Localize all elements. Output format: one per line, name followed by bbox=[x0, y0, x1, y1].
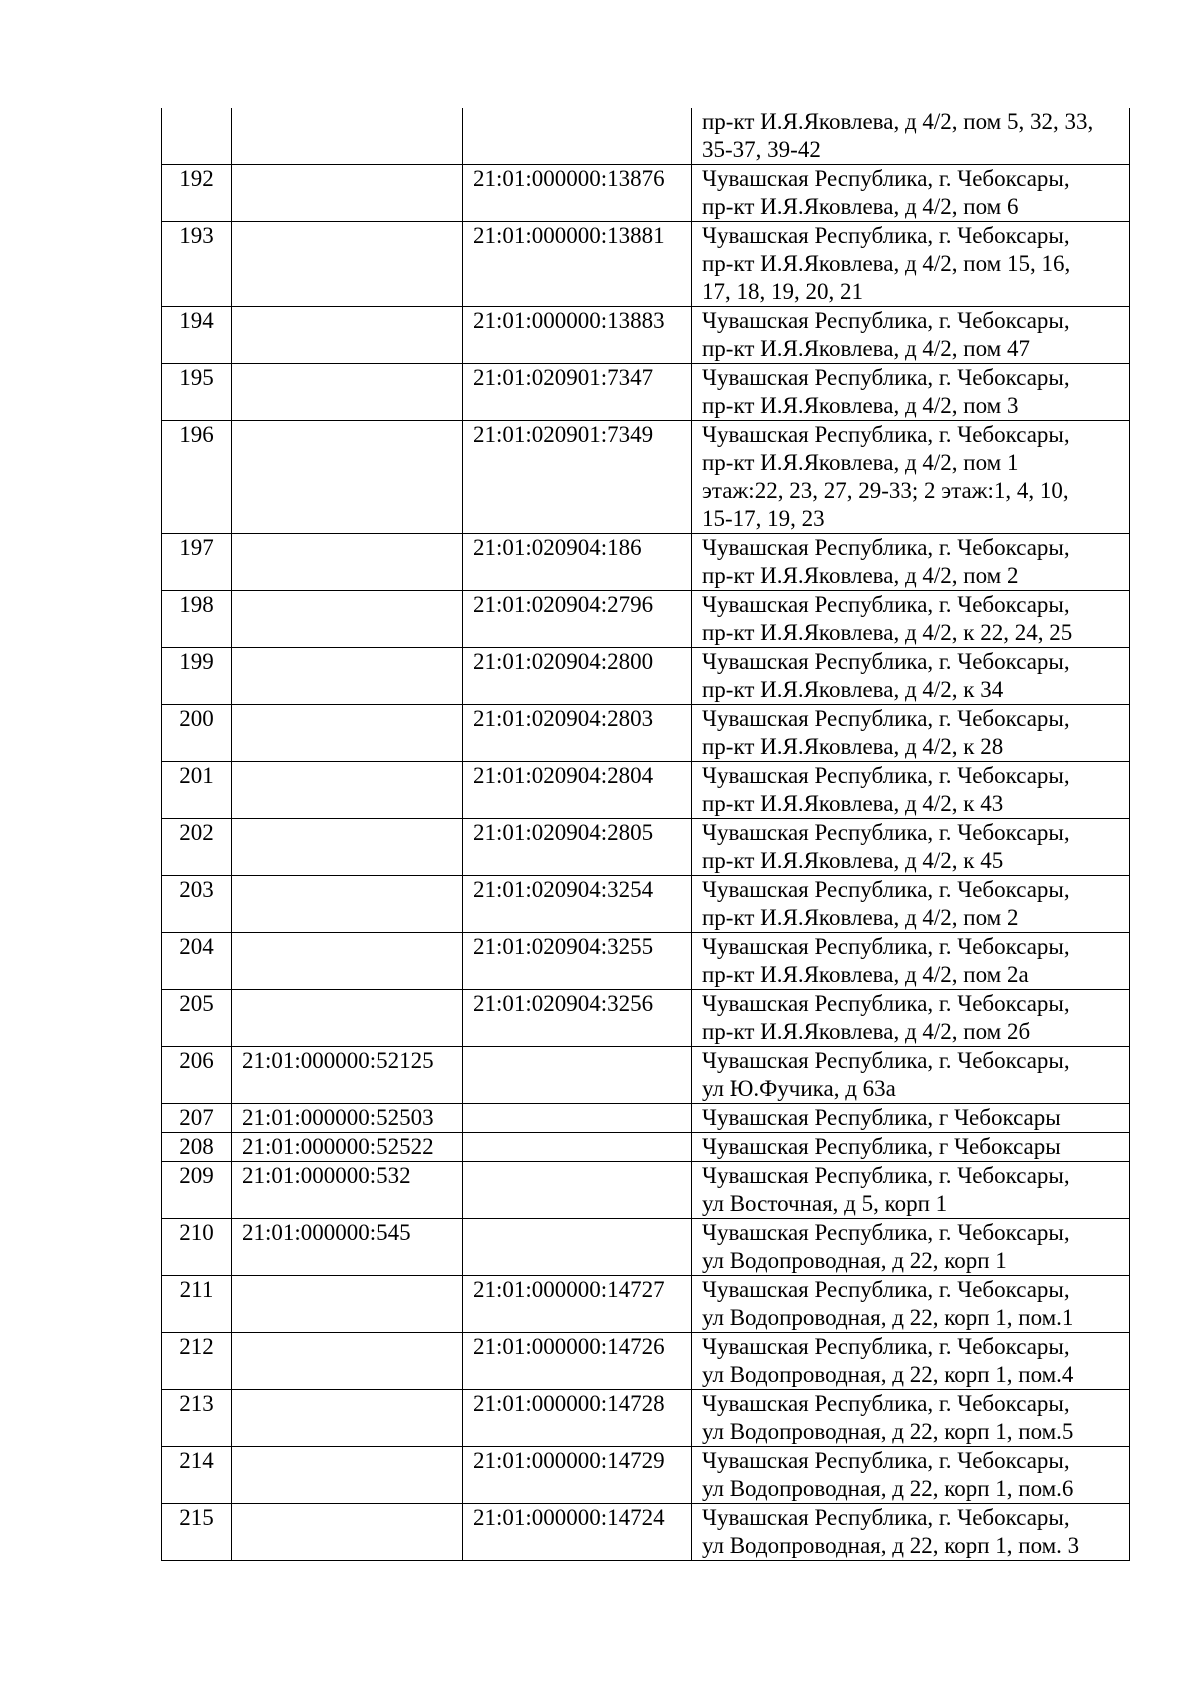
premises-cadastral-number-cell: 21:01:020904:3254 bbox=[463, 876, 692, 933]
address-cell: Чувашская Республика, г. Чебоксары, ул Водопроводная, д 22, корп 1, пом.4 bbox=[692, 1333, 1130, 1390]
address-cell: Чувашская Республика, г. Чебоксары, ул Водопроводная, д 22, корп 1, пом. 3 bbox=[692, 1504, 1130, 1561]
row-number-cell: 214 bbox=[162, 1447, 232, 1504]
premises-cadastral-number-cell: 21:01:020901:7349 bbox=[463, 421, 692, 534]
cadastral-table-body bbox=[162, 108, 1130, 1561]
address-cell: Чувашская Республика, г. Чебоксары, пр-кт И.Я.Яковлева, д 4/2, к 43 bbox=[692, 762, 1130, 819]
table-row bbox=[162, 1447, 1130, 1504]
cadastral-number-cell bbox=[232, 705, 463, 762]
cadastral-number-cell bbox=[232, 108, 463, 165]
row-number-cell: 211 bbox=[162, 1276, 232, 1333]
row-number-cell: 193 bbox=[162, 222, 232, 307]
row-number-cell: 213 bbox=[162, 1390, 232, 1447]
row-number-cell: 215 bbox=[162, 1504, 232, 1561]
address-cell: Чувашская Республика, г. Чебоксары, ул Водопроводная, д 22, корп 1 bbox=[692, 1219, 1130, 1276]
table-row bbox=[162, 705, 1130, 762]
premises-cadastral-number-cell: 21:01:000000:14728 bbox=[463, 1390, 692, 1447]
row-number-cell: 199 bbox=[162, 648, 232, 705]
table-row bbox=[162, 307, 1130, 364]
table-row bbox=[162, 876, 1130, 933]
address-cell: Чувашская Республика, г. Чебоксары, пр-кт И.Я.Яковлева, д 4/2, пом 15, 16, 17, 18, 19, 20, 21 bbox=[692, 222, 1130, 307]
address-cell: Чувашская Республика, г. Чебоксары, пр-кт И.Я.Яковлева, д 4/2, пом 2 bbox=[692, 876, 1130, 933]
cadastral-number-cell bbox=[232, 648, 463, 705]
table-row bbox=[162, 990, 1130, 1047]
table-row bbox=[162, 108, 1130, 165]
address-cell: Чувашская Республика, г. Чебоксары, ул Ю.Фучика, д 63а bbox=[692, 1047, 1130, 1104]
address-cell: Чувашская Республика, г. Чебоксары, пр-кт И.Я.Яковлева, д 4/2, пом 2 bbox=[692, 534, 1130, 591]
row-number-cell: 209 bbox=[162, 1162, 232, 1219]
premises-cadastral-number-cell: 21:01:020904:3255 bbox=[463, 933, 692, 990]
premises-cadastral-number-cell: 21:01:000000:14724 bbox=[463, 1504, 692, 1561]
table-row bbox=[162, 1219, 1130, 1276]
address-cell: Чувашская Республика, г. Чебоксары, пр-кт И.Я.Яковлева, д 4/2, к 28 bbox=[692, 705, 1130, 762]
table-row bbox=[162, 1333, 1130, 1390]
row-number-cell: 192 bbox=[162, 165, 232, 222]
premises-cadastral-number-cell: 21:01:020904:2803 bbox=[463, 705, 692, 762]
address-cell: Чувашская Республика, г. Чебоксары, ул Водопроводная, д 22, корп 1, пом.5 bbox=[692, 1390, 1130, 1447]
row-number-cell bbox=[162, 108, 232, 165]
cadastral-number-cell: 21:01:000000:52522 bbox=[232, 1133, 463, 1162]
premises-cadastral-number-cell: 21:01:020904:2805 bbox=[463, 819, 692, 876]
premises-cadastral-number-cell: 21:01:000000:13881 bbox=[463, 222, 692, 307]
cadastral-number-cell bbox=[232, 165, 463, 222]
address-cell: Чувашская Республика, г Чебоксары bbox=[692, 1133, 1130, 1162]
table-row bbox=[162, 1504, 1130, 1561]
cadastral-number-cell bbox=[232, 1333, 463, 1390]
address-cell: Чувашская Республика, г. Чебоксары, пр-кт И.Я.Яковлева, д 4/2, к 34 bbox=[692, 648, 1130, 705]
cadastral-number-cell bbox=[232, 534, 463, 591]
cadastral-number-cell bbox=[232, 307, 463, 364]
table-row bbox=[162, 1047, 1130, 1104]
cadastral-number-cell bbox=[232, 222, 463, 307]
cadastral-number-cell bbox=[232, 591, 463, 648]
cadastral-number-cell: 21:01:000000:52503 bbox=[232, 1104, 463, 1133]
table-row bbox=[162, 421, 1130, 534]
premises-cadastral-number-cell bbox=[463, 1219, 692, 1276]
address-cell: Чувашская Республика, г. Чебоксары, ул Водопроводная, д 22, корп 1, пом.6 bbox=[692, 1447, 1130, 1504]
table-row bbox=[162, 1162, 1130, 1219]
address-cell: Чувашская Республика, г. Чебоксары, пр-кт И.Я.Яковлева, д 4/2, пом 1 этаж:22, 23, 27, 29-33; 2 этаж:1, 4, 10, 15-17, 19, 23 bbox=[692, 421, 1130, 534]
premises-cadastral-number-cell bbox=[463, 1162, 692, 1219]
cadastral-number-cell bbox=[232, 1447, 463, 1504]
premises-cadastral-number-cell: 21:01:000000:14727 bbox=[463, 1276, 692, 1333]
row-number-cell: 194 bbox=[162, 307, 232, 364]
premises-cadastral-number-cell: 21:01:020904:2800 bbox=[463, 648, 692, 705]
table-row bbox=[162, 534, 1130, 591]
cadastral-number-cell: 21:01:000000:545 bbox=[232, 1219, 463, 1276]
table-row bbox=[162, 1390, 1130, 1447]
premises-cadastral-number-cell: 21:01:020904:2796 bbox=[463, 591, 692, 648]
cadastral-number-cell bbox=[232, 1276, 463, 1333]
row-number-cell: 197 bbox=[162, 534, 232, 591]
cadastral-number-cell bbox=[232, 990, 463, 1047]
address-cell: Чувашская Республика, г. Чебоксары, ул Восточная, д 5, корп 1 bbox=[692, 1162, 1130, 1219]
table-row bbox=[162, 222, 1130, 307]
premises-cadastral-number-cell: 21:01:000000:13876 bbox=[463, 165, 692, 222]
row-number-cell: 200 bbox=[162, 705, 232, 762]
row-number-cell: 203 bbox=[162, 876, 232, 933]
premises-cadastral-number-cell: 21:01:020904:3256 bbox=[463, 990, 692, 1047]
cadastral-number-cell: 21:01:000000:532 bbox=[232, 1162, 463, 1219]
row-number-cell: 195 bbox=[162, 364, 232, 421]
cadastral-number-cell bbox=[232, 1390, 463, 1447]
table-row bbox=[162, 165, 1130, 222]
address-cell: Чувашская Республика, г Чебоксары bbox=[692, 1104, 1130, 1133]
premises-cadastral-number-cell: 21:01:020901:7347 bbox=[463, 364, 692, 421]
row-number-cell: 204 bbox=[162, 933, 232, 990]
row-number-cell: 206 bbox=[162, 1047, 232, 1104]
cadastral-number-cell bbox=[232, 1504, 463, 1561]
table-row bbox=[162, 819, 1130, 876]
premises-cadastral-number-cell: 21:01:000000:14726 bbox=[463, 1333, 692, 1390]
cadastral-number-cell bbox=[232, 819, 463, 876]
cadastral-number-cell bbox=[232, 762, 463, 819]
table-row bbox=[162, 591, 1130, 648]
table-row bbox=[162, 648, 1130, 705]
address-cell: Чувашская Республика, г. Чебоксары, пр-кт И.Я.Яковлева, д 4/2, пом 6 bbox=[692, 165, 1130, 222]
cadastral-number-cell bbox=[232, 421, 463, 534]
row-number-cell: 207 bbox=[162, 1104, 232, 1133]
row-number-cell: 210 bbox=[162, 1219, 232, 1276]
address-cell: Чувашская Республика, г. Чебоксары, пр-кт И.Я.Яковлева, д 4/2, пом 2б bbox=[692, 990, 1130, 1047]
table-row bbox=[162, 1104, 1130, 1133]
address-cell: Чувашская Республика, г. Чебоксары, пр-кт И.Я.Яковлева, д 4/2, пом 47 bbox=[692, 307, 1130, 364]
cadastral-number-cell bbox=[232, 876, 463, 933]
premises-cadastral-number-cell: 21:01:020904:2804 bbox=[463, 762, 692, 819]
row-number-cell: 212 bbox=[162, 1333, 232, 1390]
address-cell: Чувашская Республика, г. Чебоксары, пр-кт И.Я.Яковлева, д 4/2, пом 2а bbox=[692, 933, 1130, 990]
premises-cadastral-number-cell bbox=[463, 1133, 692, 1162]
premises-cadastral-number-cell: 21:01:000000:14729 bbox=[463, 1447, 692, 1504]
address-cell: Чувашская Республика, г. Чебоксары, ул Водопроводная, д 22, корп 1, пом.1 bbox=[692, 1276, 1130, 1333]
table-row bbox=[162, 364, 1130, 421]
cadastral-number-cell bbox=[232, 364, 463, 421]
row-number-cell: 205 bbox=[162, 990, 232, 1047]
address-cell: пр-кт И.Я.Яковлева, д 4/2, пом 5, 32, 33, 35-37, 39-42 bbox=[692, 108, 1130, 165]
table-row bbox=[162, 933, 1130, 990]
address-cell: Чувашская Республика, г. Чебоксары, пр-кт И.Я.Яковлева, д 4/2, к 45 bbox=[692, 819, 1130, 876]
premises-cadastral-number-cell: 21:01:020904:186 bbox=[463, 534, 692, 591]
premises-cadastral-number-cell bbox=[463, 1047, 692, 1104]
premises-cadastral-number-cell bbox=[463, 108, 692, 165]
row-number-cell: 202 bbox=[162, 819, 232, 876]
cadastral-number-cell bbox=[232, 933, 463, 990]
address-cell: Чувашская Республика, г. Чебоксары, пр-кт И.Я.Яковлева, д 4/2, пом 3 bbox=[692, 364, 1130, 421]
row-number-cell: 196 bbox=[162, 421, 232, 534]
row-number-cell: 198 bbox=[162, 591, 232, 648]
premises-cadastral-number-cell: 21:01:000000:13883 bbox=[463, 307, 692, 364]
table-row bbox=[162, 762, 1130, 819]
cadastral-table bbox=[161, 108, 1130, 1561]
table-row bbox=[162, 1133, 1130, 1162]
cadastral-number-cell: 21:01:000000:52125 bbox=[232, 1047, 463, 1104]
row-number-cell: 201 bbox=[162, 762, 232, 819]
table-row bbox=[162, 1276, 1130, 1333]
premises-cadastral-number-cell bbox=[463, 1104, 692, 1133]
address-cell: Чувашская Республика, г. Чебоксары, пр-кт И.Я.Яковлева, д 4/2, к 22, 24, 25 bbox=[692, 591, 1130, 648]
row-number-cell: 208 bbox=[162, 1133, 232, 1162]
